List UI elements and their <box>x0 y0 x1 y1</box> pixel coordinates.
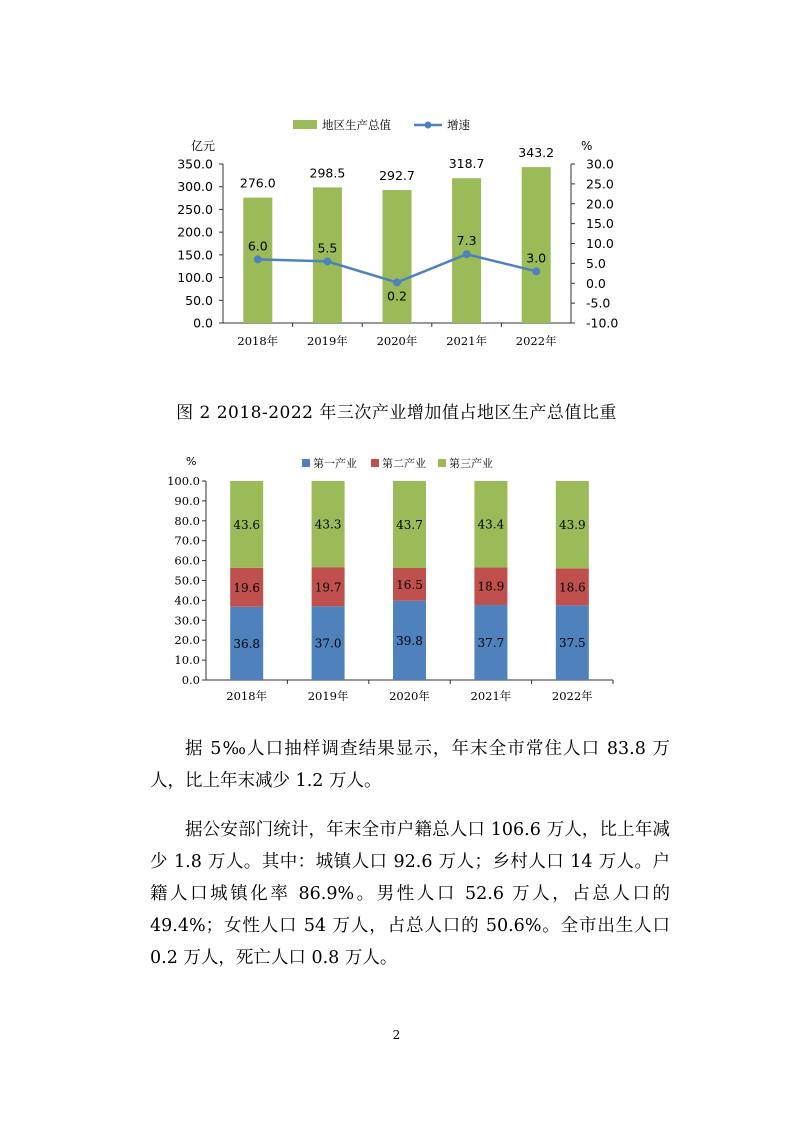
growth-value-label: 0.2 <box>387 288 407 304</box>
growth-point <box>254 255 262 263</box>
left-tick-label: 100.0 <box>177 270 213 286</box>
segment-value-label: 18.6 <box>558 580 586 595</box>
household-population-paragraph: 据公安部门统计，年末全市户籍总人口 106.6 万人，比上年减少 1.8 万人。其中：城镇人口 92.6 万人；乡村人口 14 万人。户籍人口城镇化率 86.9%。男性人口 52.6 万人，占总人口的 49.4%；女性人口 54 万人，占总人口的 50.6%。全市出生人口 0.2 万人，死亡人口 0.8 万人。 <box>150 820 670 968</box>
page-number: 2 <box>392 1028 401 1042</box>
x-category-label: 2021年 <box>470 689 512 703</box>
y-tick-label: 100.0 <box>167 474 200 488</box>
left-tick-label: 250.0 <box>177 201 213 217</box>
growth-point <box>463 250 471 258</box>
left-tick-label: 50.0 <box>185 292 213 308</box>
right-tick-label: 20.0 <box>586 196 614 212</box>
gdp-value-label: 298.5 <box>309 165 346 181</box>
growth-value-label: 3.0 <box>526 250 547 266</box>
y-tick-label: 20.0 <box>174 633 200 648</box>
right-tick-label: 30.0 <box>586 156 614 172</box>
growth-value-label: 6.0 <box>247 238 268 254</box>
y-tick-label: 30.0 <box>174 613 200 628</box>
left-tick-label: 350.0 <box>177 156 213 172</box>
segment-value-label: 43.4 <box>477 517 505 532</box>
gdp-bar <box>522 167 551 323</box>
legend-gdp-label: 地区生产总值 <box>322 118 391 132</box>
y-tick-label: 40.0 <box>174 593 200 608</box>
x-category-label: 2018年 <box>226 689 268 703</box>
segment-value-label: 37.0 <box>314 636 342 651</box>
gdp-value-label: 343.2 <box>518 145 555 161</box>
right-tick-label: -5.0 <box>586 295 611 311</box>
right-tick-label: 0.0 <box>586 275 606 291</box>
y-tick-label: 80.0 <box>174 513 200 528</box>
y-tick-label: 0.0 <box>181 673 200 687</box>
left-tick-label: 300.0 <box>177 179 213 195</box>
figure-2-caption: 图 2 2018-2022 年三次产业增加值占地区生产总值比重 <box>176 403 617 423</box>
growth-point <box>393 278 401 286</box>
y-tick-label: 60.0 <box>174 553 200 568</box>
y-tick-label: 70.0 <box>174 533 200 548</box>
segment-value-label: 43.6 <box>233 517 261 532</box>
segment-value-label: 18.9 <box>477 579 505 594</box>
gdp-value-label: 276.0 <box>239 175 276 191</box>
y-tick-label: 50.0 <box>174 573 200 588</box>
left-axis-unit: 亿元 <box>191 139 216 153</box>
segment-value-label: 37.5 <box>558 636 586 651</box>
segment-value-label: 36.8 <box>233 636 261 651</box>
y-tick-label: 10.0 <box>174 653 200 668</box>
population-paragraph: 据 5‰人口抽样调查结果显示，年末全市常住人口 83.8 万人，比上年末减少 1.2 万人。 <box>150 739 670 791</box>
gdp-value-label: 318.7 <box>448 156 485 172</box>
segment-value-label: 19.6 <box>233 580 261 595</box>
x-category-label: 2021年 <box>446 334 487 348</box>
left-tick-label: 150.0 <box>177 247 213 263</box>
legend-label-2: 第二产业 <box>382 457 426 470</box>
legend-growth-marker <box>425 122 432 129</box>
x-category-label: 2019年 <box>307 334 348 348</box>
segment-value-label: 39.8 <box>396 633 423 648</box>
y-tick-label: 90.0 <box>174 493 200 508</box>
right-tick-label: 10.0 <box>586 236 614 251</box>
right-tick-label: 5.0 <box>586 255 606 271</box>
segment-value-label: 37.7 <box>477 635 505 650</box>
x-category-label: 2022年 <box>551 689 593 703</box>
growth-value-label: 7.3 <box>456 233 477 249</box>
right-tick-label: 25.0 <box>586 176 614 192</box>
x-category-label: 2022年 <box>515 334 557 348</box>
x-category-label: 2019年 <box>307 689 349 703</box>
left-tick-label: 200.0 <box>177 224 213 240</box>
legend-swatch-1 <box>302 459 310 467</box>
legend-label-1: 第一产业 <box>313 457 357 470</box>
segment-value-label: 43.7 <box>396 517 423 532</box>
gdp-value-label: 292.7 <box>379 168 415 184</box>
legend-gdp-swatch <box>293 120 317 129</box>
left-tick-label: 0.0 <box>193 315 213 331</box>
growth-value-label: 5.5 <box>317 240 338 256</box>
segment-value-label: 16.5 <box>396 577 423 592</box>
growth-point <box>323 257 331 265</box>
legend-swatch-3 <box>438 459 446 467</box>
right-tick-label: 15.0 <box>586 216 614 232</box>
x-category-label: 2018年 <box>237 334 279 348</box>
right-tick-label: -10.0 <box>586 315 619 331</box>
segment-value-label: 43.9 <box>558 518 586 533</box>
segment-value-label: 43.3 <box>314 517 342 532</box>
gdp-growth-chart <box>0 108 793 358</box>
legend-growth-label: 增速 <box>447 118 470 132</box>
legend-label-3: 第三产业 <box>449 457 493 470</box>
legend-swatch-2 <box>371 459 379 467</box>
industry-share-chart <box>0 450 793 710</box>
segment-value-label: 19.7 <box>314 580 342 595</box>
right-axis-unit: % <box>581 139 593 153</box>
growth-point <box>532 267 540 275</box>
y-axis-unit: % <box>186 455 197 468</box>
x-category-label: 2020年 <box>389 689 430 703</box>
x-category-label: 2020年 <box>376 334 418 348</box>
